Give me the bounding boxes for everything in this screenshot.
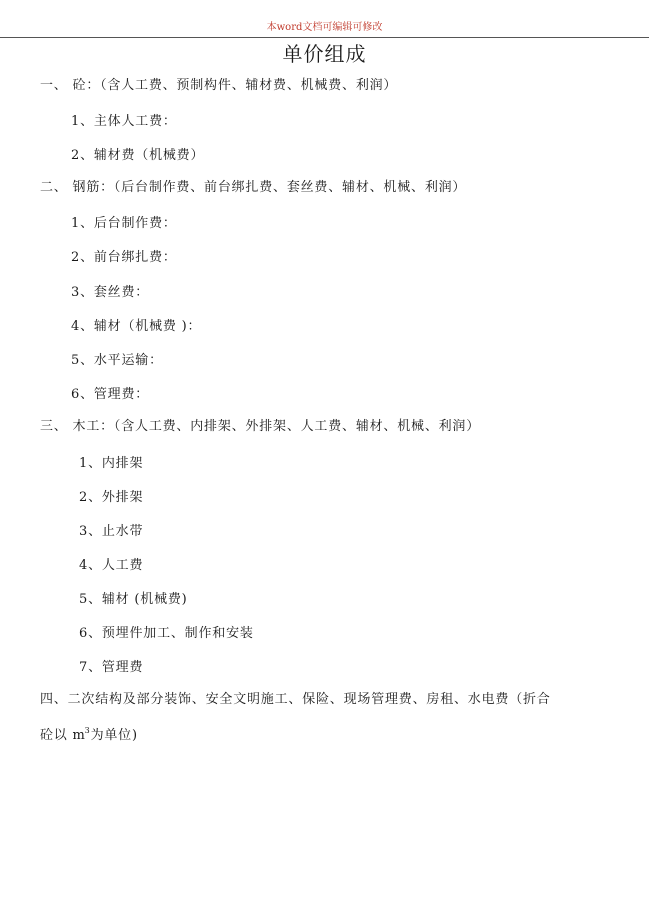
superscript-three: 3 (84, 726, 91, 735)
section-heading-4: 四、二次结构及部分装饰、安全文明施工、保险、现场管理费、房租、水电费（折合 (40, 692, 551, 707)
header-note: 本word文档可编辑可修改 (266, 22, 383, 33)
section-2-item-2: 2、前台绑扎费： (71, 250, 177, 265)
section-3-item-3: 3、止水带 (79, 524, 144, 539)
section-heading-2: 二、 钢筋：（后台制作费、前台绑扎费、套丝费、辅材、机械、利润） (40, 180, 467, 195)
section-2-item-4: 4、辅材（机械费 )： (71, 319, 202, 334)
section-3-item-4: 4、人工费 (79, 558, 144, 573)
section-1-item-2: 2、辅材费（机械费） (71, 148, 205, 163)
continuation-text-before: 砼以 m (40, 728, 86, 743)
section-3-item-7: 7、管理费 (79, 660, 144, 675)
section-3-item-6: 6、预埋件加工、制作和安装 (79, 626, 254, 641)
section-3-item-5: 5、辅材 (机械费) (79, 592, 188, 607)
section-2-item-3: 3、套丝费： (71, 285, 150, 300)
section-2-item-5: 5、水平运输： (71, 353, 163, 368)
section-3-item-2: 2、外排架 (79, 490, 144, 505)
continuation-text-after: 为单位) (90, 728, 138, 743)
section-2-item-6: 6、管理费： (71, 387, 150, 402)
section-3-item-1: 1、内排架 (79, 456, 144, 471)
section-2-item-1: 1、后台制作费： (71, 216, 177, 231)
header-rule (0, 37, 649, 38)
section-heading-1: 一、 砼：（含人工费、预制构件、辅材费、机械费、利润） (40, 78, 398, 93)
section-4-continuation (40, 728, 138, 745)
section-heading-3: 三、 木工：（含人工费、内排架、外排架、人工费、辅材、机械、利润） (40, 419, 481, 434)
section-1-item-1: 1、主体人工费： (71, 114, 177, 129)
page-title: 单价组成 (282, 42, 367, 66)
